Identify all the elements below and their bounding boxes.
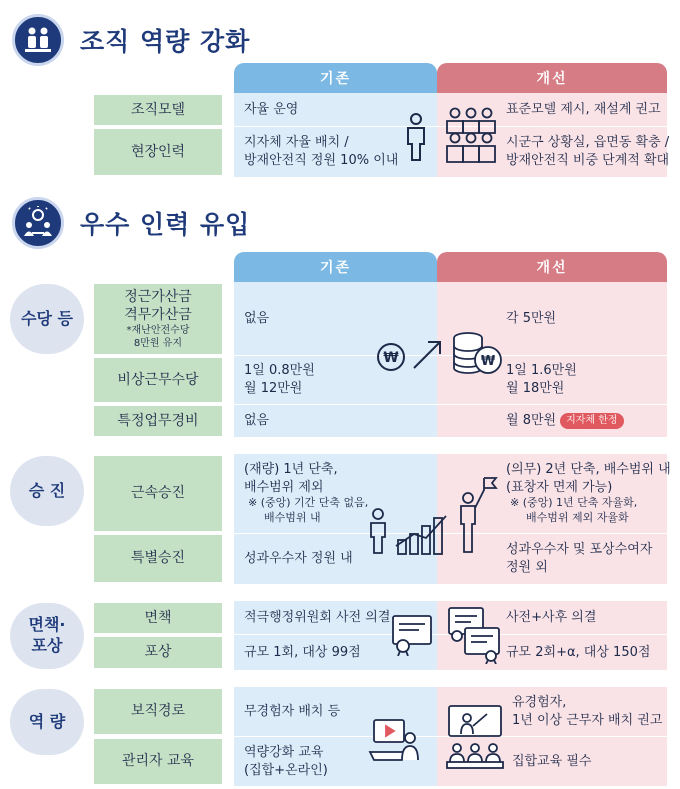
- row-label-career-path: 보직경로: [94, 689, 222, 734]
- column-header-new: 개선: [437, 63, 667, 93]
- field-staff-new: 시군구 상황실, 읍면동 확충 / 방재안전직 비중 단계적 확대: [506, 135, 670, 168]
- section-icon-talent: [12, 197, 64, 249]
- manager-training-new: 집합교육 필수: [512, 753, 592, 769]
- org-model-old: 자율 운영: [244, 102, 299, 118]
- career-path-old: 무경험자 배치 등: [244, 703, 341, 719]
- classroom-icon: [445, 704, 505, 770]
- row-label-emergency-pay: 비상근무수당: [94, 358, 222, 402]
- row-label-field-staff: 현장인력: [94, 129, 222, 175]
- field-staff-old: 지자체 자율 배치 / 방재안전직 정원 10% 이내: [244, 135, 399, 168]
- special-promotion-old: 성과우수자 정원 내: [244, 550, 353, 566]
- coin-stack-icon: [450, 330, 504, 376]
- tenure-promotion-new: (의무) 2년 단축, 배수범위 내 (표창자 면제 가능) ※ (중앙) 1년 단축 자율화, 배수범위 제외 자율화: [506, 462, 671, 525]
- immunity-new: 사전+사후 의결: [506, 610, 597, 626]
- svg-text:₩: ₩: [480, 354, 496, 369]
- won-coin-icon: [376, 342, 406, 372]
- row-divider: [234, 404, 667, 405]
- career-path-new: 유경험자, 1년 이상 근무자 배치 권고: [512, 694, 663, 728]
- single-person-icon: [403, 112, 429, 162]
- row-label-allowance: 정근가산금 격무가산금 *재난안전수당 8만원 유지: [94, 284, 222, 354]
- category-promotion: 승 진: [10, 456, 84, 526]
- certificate-icon: [391, 612, 433, 656]
- row-label-special-promotion: 특별승진: [94, 535, 222, 582]
- special-expense-new: 월 8만원 지자체 한정: [506, 406, 624, 436]
- category-pay: 수당 등: [10, 284, 84, 354]
- local-only-badge: 지자체 한정: [560, 413, 623, 429]
- section-icon-organization: [12, 14, 64, 66]
- up-arrow-icon: [410, 336, 446, 372]
- category-immunity-reward: 면책· 포상: [10, 603, 84, 669]
- manager-training-old: 역량강화 교육 (집합+온라인): [244, 744, 328, 778]
- org-model-new: 표준모델 제시, 재설계 권고: [506, 102, 661, 118]
- immunity-old: 적극행정위원회 사전 의결: [244, 610, 391, 626]
- emergency-pay-new: 1일 1.6만원 월 18만원: [506, 363, 577, 396]
- allowance-old: 없음: [244, 311, 270, 327]
- section-title-organization: 조직 역량 강화: [80, 27, 251, 56]
- reward-new: 규모 2회+α, 대상 150점: [506, 644, 651, 660]
- column-header-old-2: 기존: [234, 252, 437, 282]
- row-label-reward: 포상: [94, 637, 222, 668]
- svg-text:₩: ₩: [383, 350, 399, 366]
- people-icon: [21, 23, 55, 57]
- idea-people-icon: [21, 206, 55, 240]
- emergency-pay-old: 1일 0.8만원 월 12만원: [244, 363, 315, 396]
- row-label-org-model: 조직모델: [94, 95, 222, 125]
- row-label-special-expense: 특정업무경비: [94, 406, 222, 436]
- category-capacity: 역 량: [10, 689, 84, 755]
- section-title-talent: 우수 인력 유입: [80, 210, 251, 239]
- growth-chart-icon: [368, 476, 500, 560]
- row-label-tenure-promotion: 근속승진: [94, 456, 222, 531]
- row-label-immunity: 면책: [94, 603, 222, 633]
- special-expense-old: 없음: [244, 413, 270, 429]
- reward-old: 규모 1회, 대상 99점: [244, 644, 361, 660]
- allowance-new: 각 5만원: [506, 311, 557, 327]
- tenure-promotion-old: (재량) 1년 단축, 배수범위 제외 ※ (중앙) 기간 단축 없음, 배수범위 내: [244, 462, 369, 525]
- column-header-new-2: 개선: [437, 252, 667, 282]
- group-people-icon: [443, 106, 499, 164]
- column-header-old: 기존: [234, 63, 437, 93]
- certificates-stack-icon: [447, 606, 503, 664]
- online-learning-icon: [368, 716, 422, 766]
- special-promotion-new: 성과우수자 및 포상수여자 정원 외: [506, 541, 653, 575]
- row-label-manager-training: 관리자 교육: [94, 739, 222, 784]
